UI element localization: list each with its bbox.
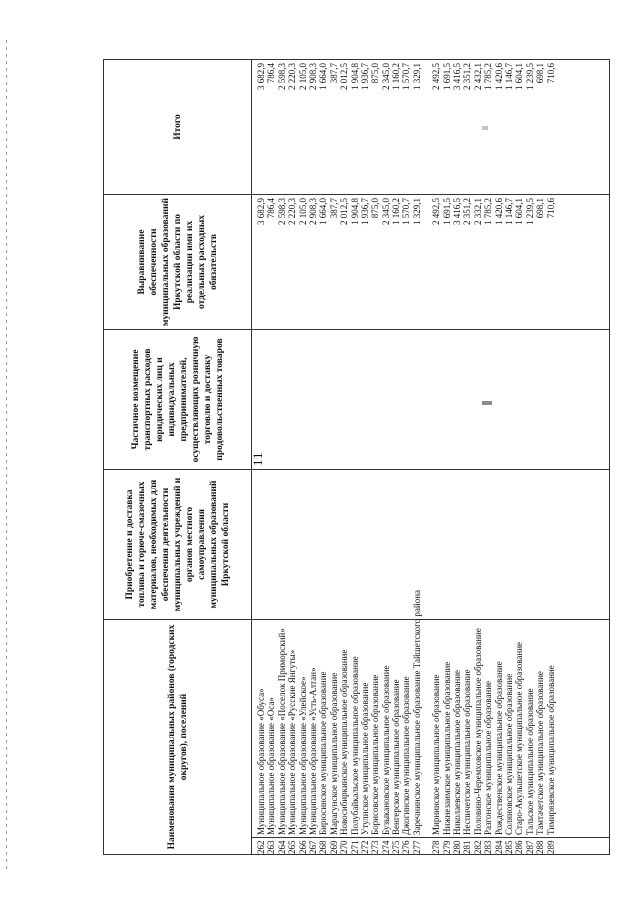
row-total-value: 2 432,1 <box>472 63 483 90</box>
name-column <box>252 589 610 838</box>
row-number: 286 <box>514 840 525 854</box>
row-equalization-value: 786,4 <box>266 198 277 219</box>
header-equalization: Выравнивание обеспеченности муниципальных образований Иркутской области по реализации ими их отдельных расходных обязательств <box>104 195 252 330</box>
row-total-value: 1 420,6 <box>493 63 504 90</box>
row-equalization-value: 1 904,8 <box>349 198 360 225</box>
row-total-value: 698,1 <box>535 63 546 84</box>
row-number: 287 <box>524 840 535 854</box>
row-name: Муниципальное образование «Усть-Алтан» <box>307 667 318 835</box>
row-number: 264 <box>276 840 287 854</box>
row-name: Нижнезаимское муниципальное образование <box>441 661 452 835</box>
row-equalization-value: 875,0 <box>370 198 381 219</box>
row-equalization-value: 3 416,5 <box>452 198 463 225</box>
row-number: 278 <box>431 840 442 854</box>
row-number: 269 <box>328 840 339 854</box>
row-name: Муниципальное образование «Поселок Приморский» <box>276 628 287 835</box>
row-name: Заречнинское муниципальное образование Тайшетского района <box>411 589 422 835</box>
row-name: Разгонское муниципальное образование <box>483 680 494 835</box>
row-name: Борисовское муниципальное образование <box>370 674 381 835</box>
fuel-column <box>252 470 610 620</box>
row-total-value: 1 146,7 <box>503 63 514 90</box>
row-number: 272 <box>359 840 370 854</box>
row-name: Мирнинское муниципальное образование <box>431 674 442 835</box>
row-number: 265 <box>287 840 298 854</box>
row-total-value: 1 570,7 <box>401 63 412 90</box>
row-total-value: 2 345,0 <box>380 63 391 90</box>
row-name: Муниципальное образование «Русские Янгуты» <box>287 649 298 835</box>
row-equalization-value: 2 220,3 <box>287 198 298 225</box>
row-total-value: 1 936,7 <box>359 63 370 90</box>
row-name: Николаевское муниципальное образование <box>452 669 463 835</box>
total-column <box>252 60 610 195</box>
row-equalization-value: 1 146,7 <box>503 198 514 225</box>
binding-margin-line <box>6 40 7 870</box>
row-group-gap <box>422 60 431 194</box>
row-equalization-value: 1 420,6 <box>493 198 504 225</box>
row-number: 289 <box>545 840 556 854</box>
row-number: 277 <box>411 840 422 854</box>
row-name: Тальское муниципальное образование <box>524 688 535 835</box>
row-number: 283 <box>483 840 494 854</box>
header-total: Итого <box>104 60 252 195</box>
row-number: 276 <box>401 840 412 854</box>
row-equalization-value: 387,7 <box>328 198 339 219</box>
row-name: Половино-Черемховское муниципальное образование <box>472 628 483 835</box>
row-total-value: 786,4 <box>266 63 277 84</box>
row-equalization-value: 1 160,2 <box>391 198 402 225</box>
header-name: Наименования муниципальных районов (городских округов), поселений <box>104 620 252 855</box>
row-name: Венгерское муниципальное образование <box>391 679 402 835</box>
transport-column <box>252 330 610 470</box>
row-total-value: 2 492,5 <box>431 63 442 90</box>
row-total-value: 1 160,2 <box>391 63 402 90</box>
row-number: 263 <box>266 840 277 854</box>
equalization-column <box>252 195 610 330</box>
row-equalization-value: 1 329,1 <box>411 198 422 225</box>
row-equalization-value: 698,1 <box>535 198 546 219</box>
row-equalization-value: 2 012,5 <box>339 198 350 225</box>
budget-table <box>103 59 610 855</box>
row-number: 275 <box>391 840 402 854</box>
row-equalization-value: 2 332,1 <box>472 198 483 225</box>
row-name: Тамтачетское муниципальное образование <box>535 671 546 835</box>
row-number: 288 <box>535 840 546 854</box>
row-equalization-value: 2 351,2 <box>462 198 473 225</box>
row-name: Соляновское муниципальное образование <box>503 673 514 835</box>
row-number: 267 <box>307 840 318 854</box>
row-number: 274 <box>380 840 391 854</box>
row-number: 266 <box>297 840 308 854</box>
header-transport: Частичное возмещение транспортных расходов юридических лиц и индивидуальных предпринимателей, осуществляющих розничную торговлю и доставку продовольственных товаров <box>104 330 252 470</box>
row-number: 280 <box>452 840 463 854</box>
row-name: Полубайкальское муниципальное образование <box>349 656 360 835</box>
row-total-value: 2 351,2 <box>462 63 473 90</box>
row-name: Джогинское муниципальное образование <box>401 676 412 835</box>
row-total-value: 1 664,0 <box>318 63 329 90</box>
row-total-value: 2 105,0 <box>297 63 308 90</box>
row-equalization-value: 1 785,2 <box>483 198 494 225</box>
row-equalization-value: 3 682,9 <box>256 198 266 225</box>
row-equalization-value: 1 691,5 <box>441 198 452 225</box>
row-name: Бирюсинское муниципальное образование <box>318 671 329 835</box>
row-name: Тимирязевское муниципальное образование <box>545 665 556 835</box>
row-total-value: 2 598,3 <box>276 63 287 90</box>
page-number: 11 <box>250 451 265 466</box>
row-name: Неспичетское муниципальное образование <box>462 669 473 835</box>
row-number: 271 <box>349 840 360 854</box>
row-equalization-value: 1 239,5 <box>524 198 535 225</box>
row-equalization-value: 2 598,3 <box>276 198 287 225</box>
row-total-value: 1 785,2 <box>483 63 494 90</box>
row-name: Бузыкановское муниципальное образование <box>380 665 391 835</box>
row-name: Марагунское муниципальное образование <box>328 672 339 835</box>
row-total-value: 3 416,5 <box>452 63 463 90</box>
row-equalization-value: 2 492,5 <box>431 198 442 225</box>
row-equalization-value: 1 664,0 <box>318 198 329 225</box>
row-name: Рождественское муниципальное образование <box>493 661 504 835</box>
row-number: 279 <box>441 840 452 854</box>
row-total-value: 1 604,1 <box>514 63 525 90</box>
row-total-value: 1 329,1 <box>411 63 422 90</box>
row-number: 282 <box>472 840 483 854</box>
row-number: 268 <box>318 840 329 854</box>
row-number: 273 <box>370 840 381 854</box>
rotated-table-page <box>103 60 610 855</box>
row-total-value: 1 691,5 <box>441 63 452 90</box>
row-total-value: 1 904,8 <box>349 63 360 90</box>
row-total-value: 2 908,3 <box>307 63 318 90</box>
row-equalization-value: 2 105,0 <box>297 198 308 225</box>
row-group-gap <box>422 838 431 854</box>
row-name: Муниципальное образование «Оса» <box>266 697 277 835</box>
row-name: Новосибиркинское муниципальное образование <box>339 649 350 835</box>
row-total-value: 2 220,3 <box>287 63 298 90</box>
row-number: 270 <box>339 840 350 854</box>
row-total-value: 1 239,5 <box>524 63 535 90</box>
row-equalization-value: 2 345,0 <box>380 198 391 225</box>
row-number: 262 <box>256 840 266 854</box>
row-total-value: 710,6 <box>545 63 556 84</box>
row-name: Старо-Акульшетское муниципальное образование <box>514 641 525 835</box>
row-equalization-value: 1 936,7 <box>359 198 370 225</box>
row-group-gap <box>422 195 431 329</box>
row-number: 281 <box>462 840 473 854</box>
row-name: Муниципальное образование «Обуса» <box>256 688 266 835</box>
row-number: 284 <box>493 840 504 854</box>
row-total-value: 875,0 <box>370 63 381 84</box>
row-equalization-value: 2 908,3 <box>307 198 318 225</box>
row-equalization-value: 710,6 <box>545 198 556 219</box>
row-number: 285 <box>503 840 514 854</box>
header-fuel: Приобретение и доставка топлива и горюче-смазочных материалов, необходимых для обеспечения деятельности муниципальных учреждений и органов местного самоуправления муниципальных образований Иркутской области <box>104 470 252 620</box>
row-name: Муниципальное образование «Улейское» <box>297 676 308 835</box>
row-group-gap <box>422 620 431 837</box>
row-equalization-value: 1 604,1 <box>514 198 525 225</box>
row-number-column <box>252 838 610 855</box>
row-total-value: 2 012,5 <box>339 63 350 90</box>
row-total-value: 3 682,9 <box>256 63 266 90</box>
row-equalization-value: 1 570,7 <box>401 198 412 225</box>
row-name: Утулиское муниципальное образование <box>359 682 370 835</box>
row-total-value: 387,7 <box>328 63 339 84</box>
